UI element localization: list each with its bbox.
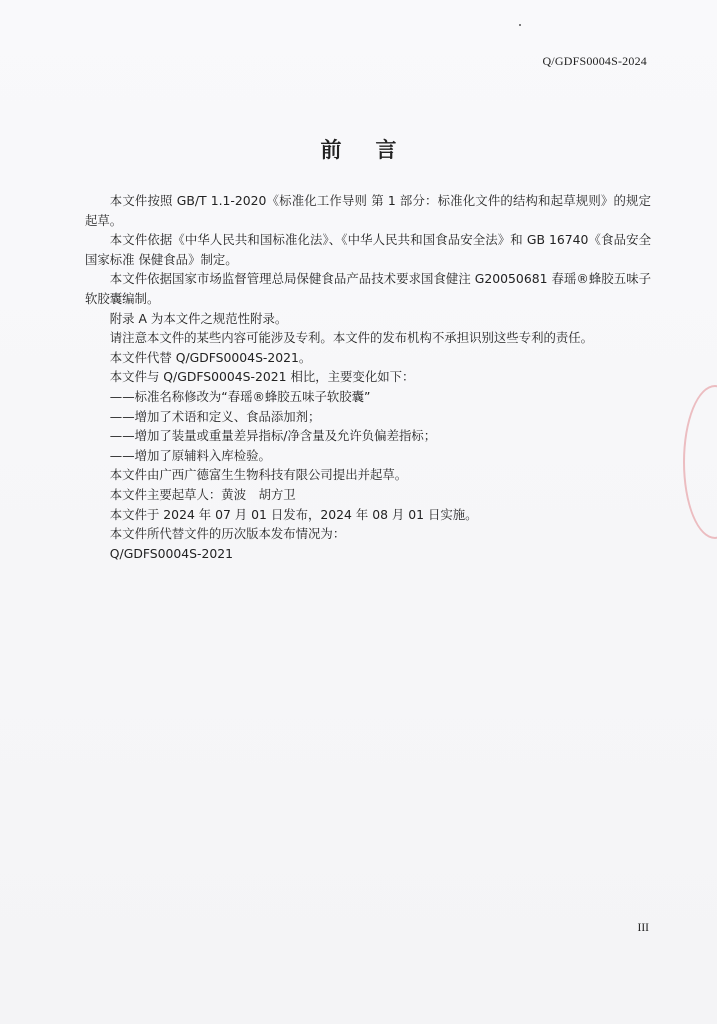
paragraph-appendix: 附录 A 为本文件之规范性附录。: [109, 310, 288, 326]
change-item: ——增加了装量或重量差异指标/净含量及允许负偏差指标；: [109, 428, 437, 444]
document-code: Q/GDFS0004S-2024: [542, 54, 647, 68]
foreword-body: [85, 191, 651, 563]
change-item: ——标准名称修改为“春瑶®蜂胶五味子软胶囊”: [109, 388, 371, 404]
paragraph-technical-requirement: 本文件依据国家市场监督管理总局保健食品产品技术要求国食健注 G20050681 春瑶®蜂胶五味子软胶囊编制。: [85, 271, 651, 306]
scan-speck: [519, 24, 521, 26]
page-number: III: [637, 922, 649, 934]
paragraph-history-intro: 本文件所代替文件的历次版本发布情况为：: [109, 526, 346, 542]
paragraph-replaces: 本文件代替 Q/GDFS0004S-2021。: [109, 349, 312, 365]
change-item: ——增加了术语和定义、食品添加剂；: [109, 408, 321, 424]
paragraph-changes-intro: 本文件与 Q/GDFS0004S-2021 相比，主要变化如下：: [109, 369, 415, 385]
paragraph-patent-notice: 请注意本文件的某些内容可能涉及专利。本文件的发布机构不承担识别这些专利的责任。: [109, 330, 594, 346]
paragraph-dates: 本文件于 2024 年 07 月 01 日发布，2024 年 08 月 01 日实施。: [109, 506, 478, 522]
red-seal-fragment: [683, 385, 717, 539]
paragraph-drafters: 本文件主要起草人：黄波 胡方卫: [109, 486, 296, 502]
paragraph-legal-basis: 本文件依据《中华人民共和国标准化法》、《中华人民共和国食品安全法》和 GB 16740《食品安全国家标准 保健食品》制定。: [85, 232, 651, 267]
paragraph-proposer: 本文件由广西广德富生生物科技有限公司提出并起草。: [109, 467, 408, 483]
paragraph-drafting-basis: 本文件按照 GB/T 1.1-2020《标准化工作导则 第 1 部分：标准化文件的结构和起草规则》的规定起草。: [85, 193, 651, 228]
history-version: Q/GDFS0004S-2021: [109, 545, 234, 561]
page-title: 前言: [320, 138, 431, 162]
change-item: ——增加了原辅料入库检验。: [109, 447, 271, 463]
